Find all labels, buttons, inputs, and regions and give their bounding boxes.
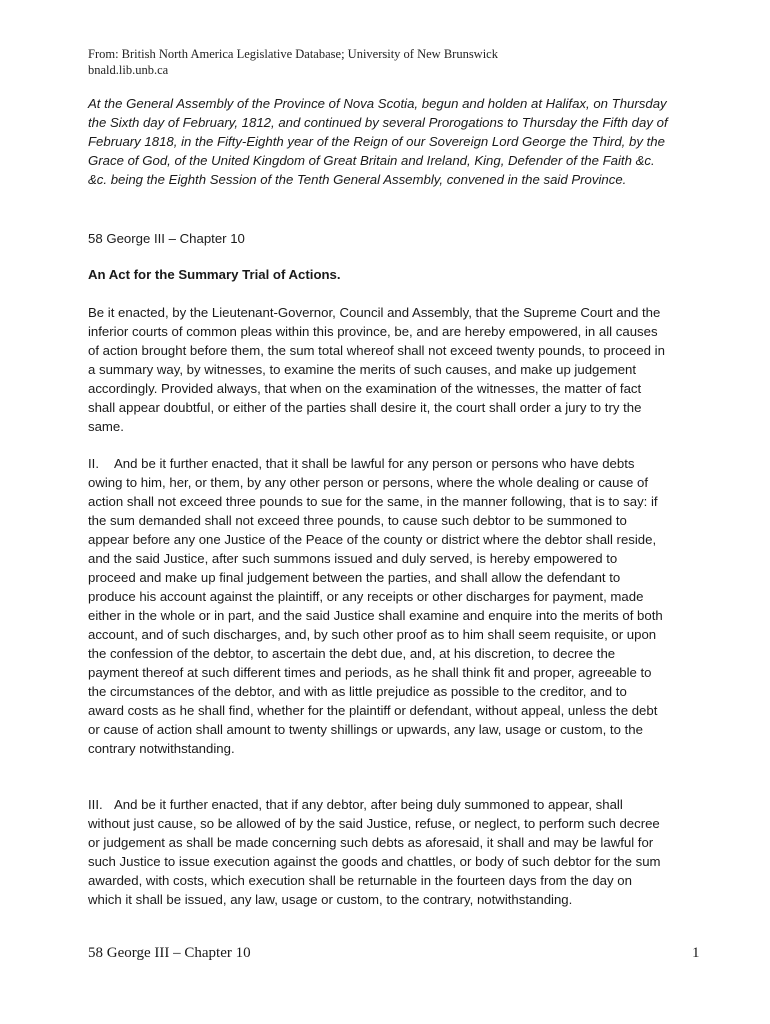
act-title: An Act for the Summary Trial of Actions. [88, 267, 341, 282]
chapter-reference: 58 George III – Chapter 10 [88, 231, 245, 246]
footer-chapter-title: 58 George III – Chapter 10 [88, 945, 251, 961]
section-1-paragraph [88, 303, 666, 436]
section-2-number: II. [88, 456, 99, 471]
section-2-paragraph [88, 454, 666, 758]
section-2-text: And be it further enacted, that it shall be lawful for any person or persons who have debts owing to him, her, or them, by any other person or persons, where the whole dealing or cause of action shall not exceed three pounds to sue for the same, in the manner following, that is to say: if the sum demanded shall not exceed three pounds, to cause such debtor to be summoned to appear before any one Justice of the Peace of the county or district where the debtor shall reside, and the said Justice, after such summons issued and duly served, is hereby empowered to proceed and make up final judgement between the parties, and shall allow the defendant to produce his account against the plaintiff, or any receipts or other discharges for payment, made either in the whole or in part, and the said Justice shall examine and enquire into the merits of both account, and of such discharges, and, by such other proof as to him shall seem requisite, or upon the confession of the debtor, to ascertain the debt due, and, at his discretion, to decree the payment thereof at such different times and periods, as he shall think fit and proper, agreeable to the circumstances of the debtor, and with as little prejudice as possible to the creditor, and to award costs as he shall find, whether for the plaintiff or defendant, without appeal, unless the debt or cause of action shall amount to twenty shillings or upwards, any law, usage or custom, to the contrary notwithstanding. [88, 456, 663, 756]
assembly-intro: At the General Assembly of the Province of Nova Scotia, begun and holden at Halifax, on Thursday the Sixth day of February, 1812, and continued by several Prorogations to Thursday the Fifth day of February 1818, in the Fifty-Eighth year of the Reign of our Sovereign Lord George the Third, by the Grace of God, of the United Kingdom of Great Britain and Ireland, King, Defender of the Faith &c. &c. being the Eighth Session of the Tenth General Assembly, convened in the said Province. [88, 96, 668, 187]
source-line: From: British North America Legislative Database; University of New Brunswick [88, 47, 498, 61]
section-1-text: Be it enacted, by the Lieutenant-Governor, Council and Assembly, that the Supreme Court and the inferior courts of common pleas within this province, be, and are hereby empowered, in all causes of action brought before them, the sum total whereof shall not exceed twenty pounds, to proceed in a summary way, by witnesses, to examine the merits of such causes, and make up judgement accordingly. Provided always, that when on the examination of the witnesses, the matter of fact shall appear doubtful, or either of the parties shall desire it, the court shall order a jury to try the same. [88, 305, 665, 434]
section-3-number: III. [88, 797, 103, 812]
source-header [88, 46, 498, 78]
footer-page-number: 1 [692, 945, 700, 961]
section-3-paragraph [88, 795, 666, 909]
source-url: bnald.lib.unb.ca [88, 63, 169, 77]
section-3-text: And be it further enacted, that if any debtor, after being duly summoned to appear, shall without just cause, so be allowed of by the said Justice, refuse, or neglect, to perform such decree or judgement as shall be made concerning such debts as aforesaid, it shall and may be lawful for such Justice to issue execution against the goods and chattles, or body of such debtor for the sum awarded, with costs, which execution shall be returnable in the fourteen days from the day on which it shall be issued, any law, usage or custom, to the contrary, notwithstanding. [88, 797, 661, 907]
